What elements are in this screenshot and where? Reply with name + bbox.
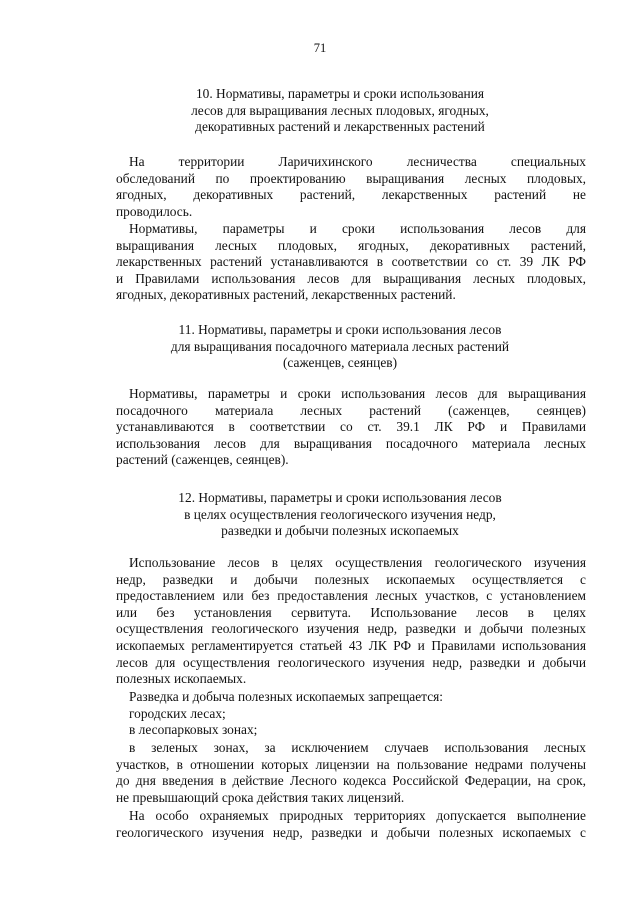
section-12-paragraph-4 [116,808,586,841]
paragraph-line: растений (саженцев, сеянцев). [116,452,289,468]
paragraph-line: геологического изучения недр, разведки и добычи полезных ископаемых с [116,824,586,840]
paragraph-line: и Правилами использования лесов для выращивания лесных плодовых, [116,270,586,286]
heading-line: разведки и добычи полезных ископаемых [221,523,459,539]
section-10-paragraph-2 [116,221,586,304]
paragraph-line: недр, разведки и добычи полезных ископаемых осуществляется с [116,571,586,587]
heading-line: в целях осуществления геологического изучения недр, [184,506,496,522]
section-12-paragraph-3 [116,740,586,806]
heading-line: 11. Нормативы, параметры и сроки использования лесов [178,322,502,337]
list-item: городских лесах; [129,705,226,721]
page-number: 71 [313,41,327,55]
section-11-paragraph-1 [116,386,586,469]
list-item: в лесопарковых зонах; [129,722,258,738]
paragraph-line: не превышающий срока действия таких лицензий. [116,789,405,805]
section-12-paragraph-1 [116,555,586,688]
paragraph-line: предоставлением или без предоставления лесных участков, с установлением [116,588,586,604]
paragraph-line: в зеленых зонах, за исключением случаев использования лесных [129,740,586,755]
heading-line: декоративных растений и лекарственных растений [195,119,485,135]
heading-line: (саженцев, сеянцев) [282,355,398,371]
paragraph-line: полезных ископаемых. [116,671,247,687]
paragraph-line: использования лесов для выращивания посадочного материала лесных [116,435,586,451]
paragraph-line: осуществления геологического изучения недр, разведки и добычи полезных [116,621,586,637]
paragraph-line: проводилось. [116,203,193,219]
paragraph-line: лекарственных растений устанавливаются в соответствии со ст. 39 ЛК РФ [116,254,586,270]
paragraph-line: обследований по проектированию выращивания лесных плодовых, [116,170,586,186]
paragraph-line: выращивания лесных плодовых, ягодных, декоративных растений, [116,237,586,253]
paragraph-line: На особо охраняемых природных территориях допускается выполнение [129,808,586,823]
paragraph-line: ягодных, декоративных растений, лекарственных растений не [116,187,586,203]
section-12-paragraph-2 [116,689,586,739]
paragraph-line: устанавливаются в соответствии со ст. 39.1 ЛК РФ и Правилами [116,419,586,435]
heading-line: лесов для выращивания лесных плодовых, ягодных, [191,102,489,118]
paragraph-line: Нормативы, параметры и сроки использования лесов для [129,221,586,236]
section-10-paragraph-1 [116,154,586,220]
paragraph-line: Разведка и добыча полезных ископаемых запрещается: [129,689,444,704]
paragraph-line: На территории Ларичихинского лесничества специальных [129,154,586,169]
paragraph-line: участков, в отношении которых лицензии на пользование недрами получены [116,756,586,772]
paragraph-line: Нормативы, параметры и сроки использования лесов для выращивания [129,386,586,401]
paragraph-line: посадочного материала лесных растений (саженцев, сеянцев) [116,402,586,418]
paragraph-line: до дня введения в действие Лесного кодекса Российской Федерации, на срок, [116,773,586,789]
paragraph-line: лесов для осуществления геологического изучения недр, разведки и добычи [116,654,586,670]
section-10-heading [100,86,580,136]
heading-line: 12. Нормативы, параметры и сроки использования лесов [178,490,502,505]
paragraph-line: Использование лесов в целях осуществления геологического изучения [129,555,586,570]
heading-line: 10. Нормативы, параметры и сроки использования [195,86,485,101]
paragraph-line: ископаемых регламентируется статьей 43 ЛК РФ и Правилами использования [116,637,586,653]
heading-line: для выращивания посадочного материала лесных растений [170,338,510,354]
section-11-heading [100,322,580,372]
paragraph-line: или без установления сервитута. Использование лесов в целях [116,604,586,620]
paragraph-line: ягодных, декоративных растений, лекарственных растений. [116,287,456,303]
section-12-heading [100,490,580,540]
